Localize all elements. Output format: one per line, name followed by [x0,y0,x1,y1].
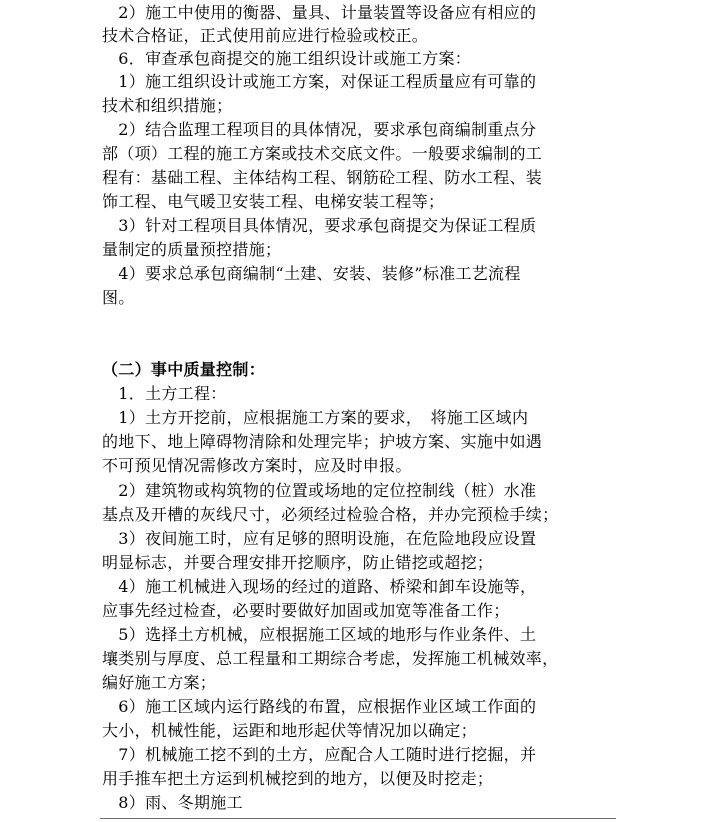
paragraph-line: 部（项）工程的施工方案或技术交底文件。一般要求编制的工 [102,144,543,163]
paragraph-line: 程有：基础工程、主体结构工程、钢筋砼工程、防水工程、装 [102,168,543,187]
paragraph-line: 1）施工组织设计或施工方案，对保证工程质量应有可靠的 [102,72,537,91]
section-heading: （二）事中质量控制： [102,360,266,379]
paragraph-line: 用手推车把土方运到机械挖到的地方，以便及时挖走； [102,769,494,788]
paragraph-line: 8）雨、冬期施工 [102,793,243,812]
paragraph-line: 2）结合监理工程项目的具体情况，要求承包商编制重点分 [102,120,537,139]
sub-heading: 1．土方工程： [102,384,227,403]
paragraph-line: 饰工程、电气暖卫安装工程、电梯安装工程等； [102,192,445,211]
paragraph-line: 3）夜间施工时，应有足够的照明设施，在危险地段应设置 [102,529,537,548]
page-bottom-divider [100,818,616,819]
paragraph-line: 7）机械施工挖不到的土方，应配合人工随时进行挖掘，并 [102,745,537,764]
paragraph-line: 技术和组织措施； [102,96,233,115]
paragraph-line: 不可预见情况需修改方案时，应及时申报。 [102,456,412,475]
section-item-heading: 6．审查承包商提交的施工组织设计或施工方案： [102,49,472,68]
paragraph-line: 编好施工方案； [102,673,217,692]
paragraph-line: 5）选择土方机械，应根据施工区域的地形与作业条件、土 [102,625,537,644]
paragraph-line: 量制定的质量预控措施； [102,240,282,259]
paragraph-line: 6）施工区域内运行路线的布置，应根据作业区域工作面的 [102,697,537,716]
paragraph-line: 壤类别与厚度、总工程量和工期综合考虑，发挥施工机械效率， [102,649,559,668]
paragraph-line: 4）要求总承包商编制“土建、安装、装修”标准工艺流程 [102,264,521,283]
paragraph-line: 明显标志，并要合理安排开挖顺序，防止错挖或超挖； [102,553,494,572]
paragraph-line: 4）施工机械进入现场的经过的道路、桥梁和卸车设施等， [102,577,537,596]
paragraph-line: 图。 [102,288,135,307]
paragraph-line: 大小，机械性能，运距和地形起伏等情况加以确定； [102,721,477,740]
paragraph-line: 应事先经过检查，必要时要做好加固或加宽等准备工作； [102,601,510,620]
paragraph-line: 2）建筑物或构筑物的位置或场地的定位控制线（桩）水准 [102,481,537,500]
paragraph-line: 2）施工中使用的衡器、量具、计量装置等设备应有相应的 [102,3,537,22]
paragraph-line: 3）针对工程项目具体情况，要求承包商提交为保证工程质 [102,216,537,235]
paragraph-line: 基点及开槽的灰线尺寸，必须经过检验合格，并办完预检手续； [102,505,559,524]
paragraph-line: 技术合格证，正式使用前应进行检验或校正。 [102,26,429,45]
paragraph-line: 1）土方开挖前，应根据施工方案的要求， 将施工区域内 [102,408,529,427]
paragraph-line: 的地下、地上障碍物清除和处理完毕；护坡方案、实施中如遇 [102,432,543,451]
